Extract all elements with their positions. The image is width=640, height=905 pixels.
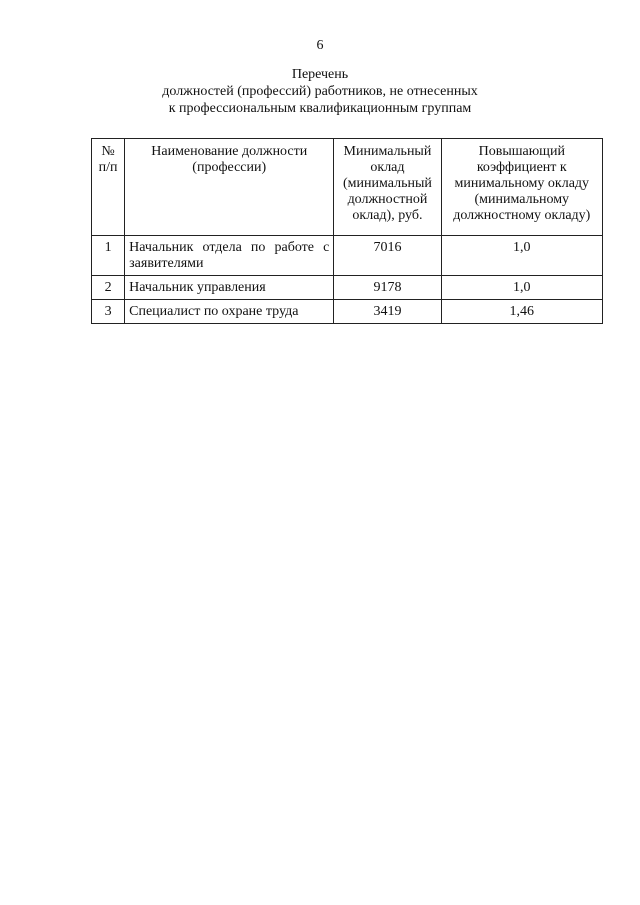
title-line-3: к профессиональным квалификационным группам bbox=[168, 101, 472, 116]
table-header-row bbox=[92, 139, 603, 236]
title-line-2: должностей (профессий) работников, не отнесенных bbox=[162, 84, 478, 99]
row-number: 1 bbox=[92, 236, 125, 276]
page-number: 6 bbox=[316, 38, 324, 53]
row-position-name: Начальник управления bbox=[125, 276, 334, 300]
positions-table bbox=[91, 138, 603, 324]
header-coefficient: Повышающий коэффициент к минимальному окладу (минимальному должностному окладу) bbox=[441, 139, 602, 236]
row-number: 3 bbox=[92, 300, 125, 324]
row-position-name: Специалист по охране труда bbox=[125, 300, 334, 324]
row-number: 2 bbox=[92, 276, 125, 300]
header-min-salary: Минимальный оклад (минимальный должностной оклад), руб. bbox=[334, 139, 441, 236]
row-min-salary: 9178 bbox=[334, 276, 441, 300]
row-coefficient: 1,0 bbox=[441, 276, 602, 300]
document-title bbox=[0, 66, 640, 117]
row-min-salary: 3419 bbox=[334, 300, 441, 324]
title-line-1: Перечень bbox=[291, 67, 349, 82]
table-row bbox=[92, 236, 603, 276]
table-row bbox=[92, 300, 603, 324]
table-row bbox=[92, 276, 603, 300]
header-position-name: Наименование должности (профессии) bbox=[125, 139, 334, 236]
header-number: № п/п bbox=[92, 139, 125, 236]
row-min-salary: 7016 bbox=[334, 236, 441, 276]
row-coefficient: 1,46 bbox=[441, 300, 602, 324]
row-coefficient: 1,0 bbox=[441, 236, 602, 276]
row-position-name: Начальник отдела по работе с заявителями bbox=[125, 236, 334, 276]
